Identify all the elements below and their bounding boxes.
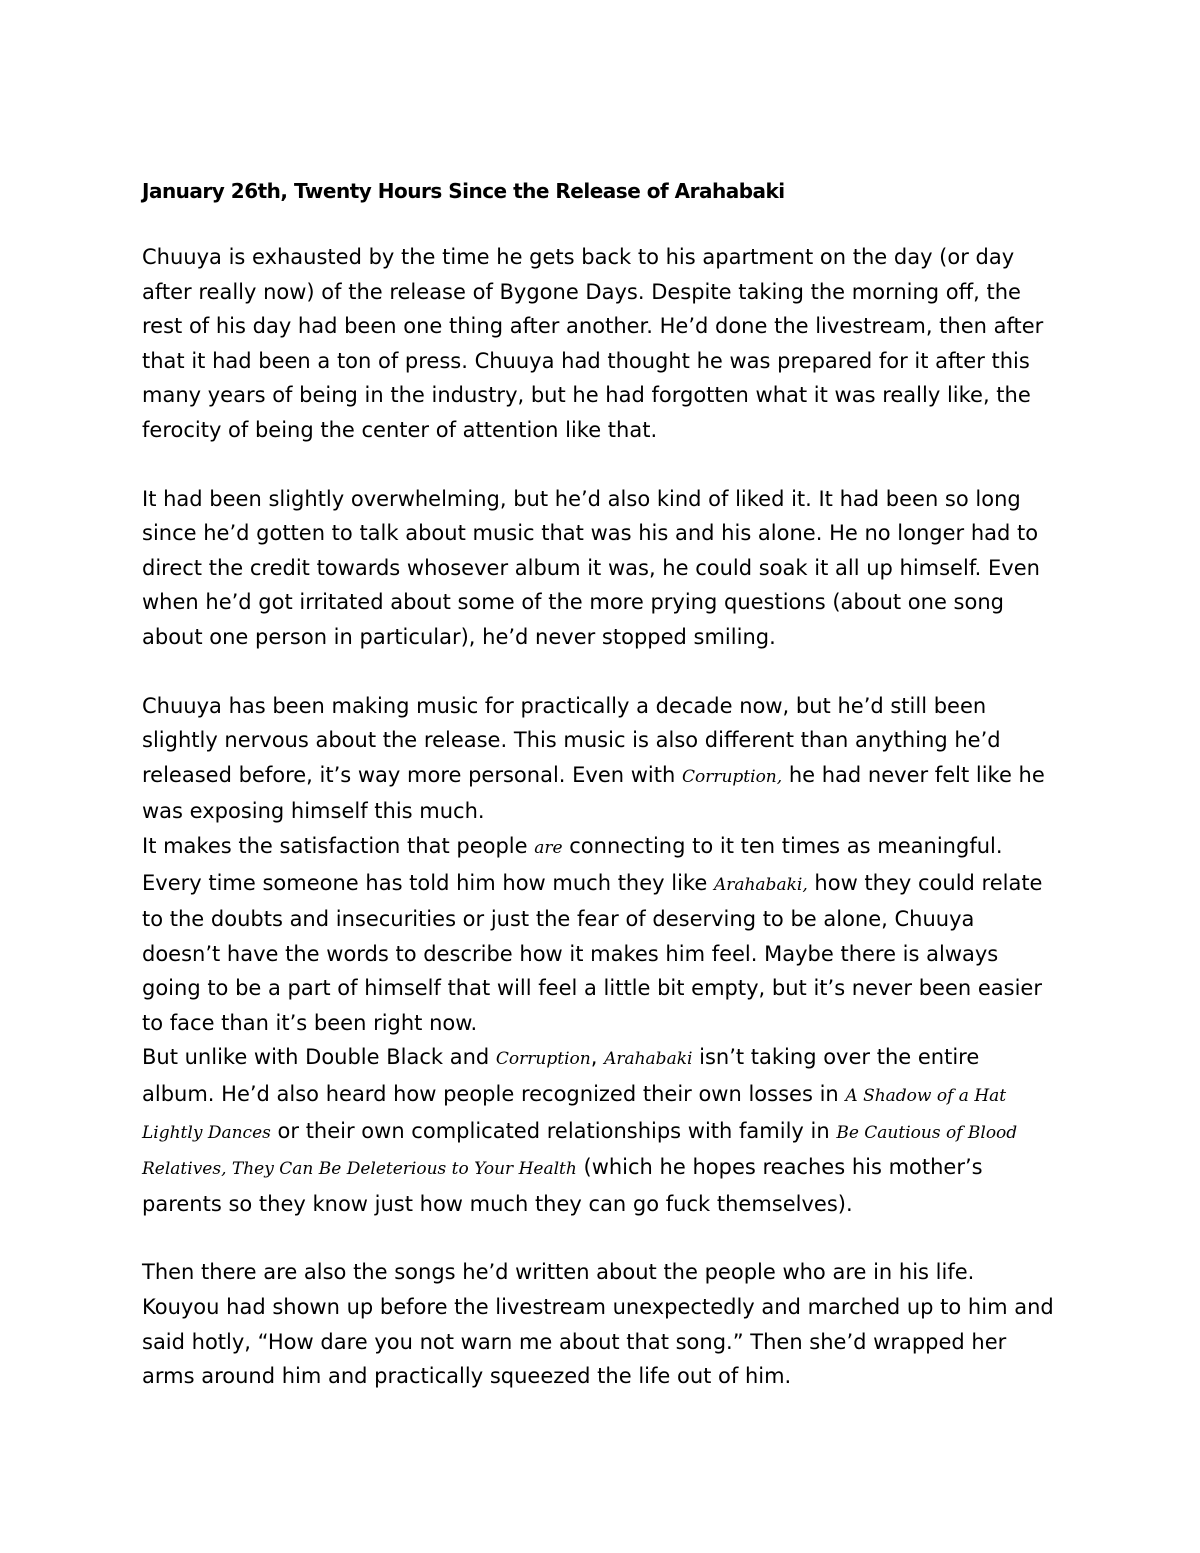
song-title-shadow-of-a-hat: A Shadow of a Hat Lightly Dances	[142, 1086, 1007, 1143]
paragraph-5-text-g: or their own complicated relationships with family in	[270, 1118, 837, 1143]
paragraph-5	[142, 1040, 1058, 1221]
paragraph-5-text-a: But unlike with Double Black and	[142, 1045, 496, 1070]
paragraph-1: Chuuya is exhausted by the time he gets back to his apartment on the day (or day after really now) of the release of Bygone Days. Despite taking the morning off, the rest of his day had been one thing after another. He’d done the livestream, then after that it had been a ton of press. Chuuya had thought he was prepared for it after this many years of being in the industry, but he had forgotten what it was really like, the ferocity of being the center of attention like that.	[142, 245, 1044, 442]
paragraph-4-text-a: It makes the satisfaction that people	[142, 833, 535, 858]
album-title-corruption: Corruption,	[681, 766, 783, 787]
paragraph-6: Then there are also the songs he’d written about the people who are in his life. Kouyou had shown up before the livestream unexpectedly and marched up to him and said hotly, “How dare you not warn me about that song.” Then she’d wrapped her arms around him and practically squeezed the life out of him.	[142, 1260, 1054, 1389]
paragraph-5-text-c: ,	[590, 1045, 605, 1070]
emphasis-are: are	[534, 837, 563, 858]
song-title-arahabaki: Arahabaki,	[713, 874, 808, 895]
paragraph-2: It had been slightly overwhelming, but he’d also kind of liked it. It had been so long since he’d gotten to talk about music that was his and his alone. He no longer had to direct the credit towards whosever album it was, he could soak it all up himself. Even when he’d got irritated about some of the more prying questions (about one song about one person in particular), he’d never stopped smiling.	[142, 486, 1040, 649]
paragraph-3-text-a: Chuuya has been making music for practically a decade now, but he’d still been slightly nervous about the release. This music is also different than anything he’d released before, it’s way more personal. Even with	[142, 693, 1001, 787]
paragraph-5-text-e: isn’t taking over the entire album. He’d also heard how people recognized their own losses in	[142, 1045, 980, 1107]
song-title-be-cautious: Be Cautious of Blood Relatives, They Can Be Deleterious to Your Health	[142, 1122, 1018, 1180]
document-title: January 26th, Twenty Hours Since the Release of Arahabaki	[142, 179, 785, 203]
paragraph-4-text-c: connecting to it ten times as meaningful. Every time someone has told him how much they like	[142, 833, 1003, 895]
paragraph-4-text-e: how they could relate to the doubts and insecurities or just the fear of deserving to be alone, Chuuya doesn’t have the words to describe how it makes him feel. Maybe there is always going to be a part of himself that will feel a little bit empty, but it’s never been easier to face than it’s been right now.	[142, 870, 1043, 1035]
album-title-corruption-2: Corruption	[495, 1049, 591, 1070]
document-body	[142, 174, 1058, 1394]
paragraph-4	[142, 829, 1058, 1041]
paragraph-3	[142, 689, 1058, 829]
paragraph-3-text-c: he had never felt like he was exposing himself this much.	[142, 762, 1045, 824]
paragraph-5-text-i: (which he hopes reaches his mother’s parents so they know just how much they can go fuck themselves).	[142, 1155, 983, 1216]
song-title-arahabaki-2: Arahabaki	[604, 1049, 693, 1070]
